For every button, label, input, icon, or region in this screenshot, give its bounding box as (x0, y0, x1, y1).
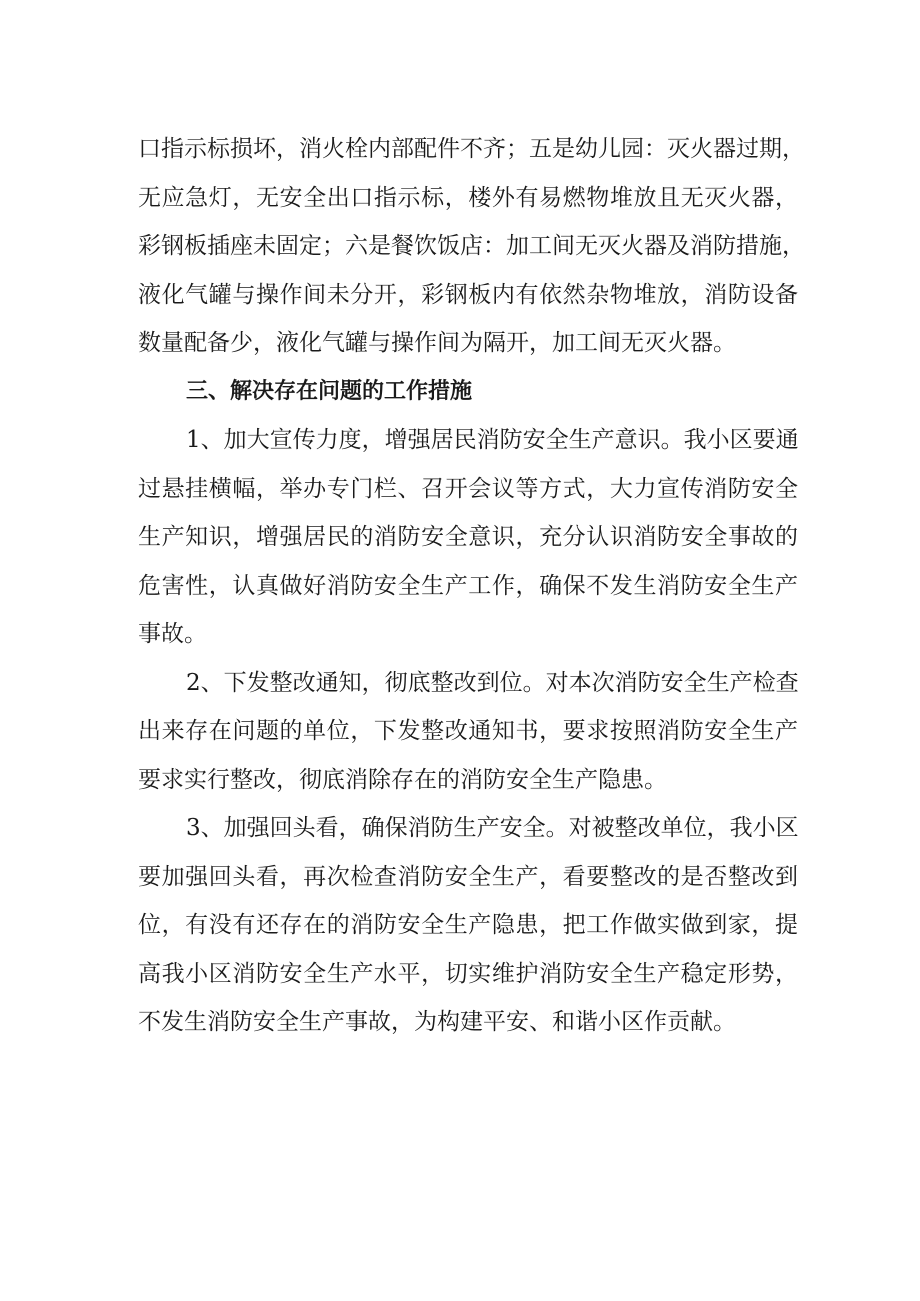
intro-line: 数量配备少，液化气罐与操作间为隔开，加工间无灭火器。 (138, 330, 736, 356)
paragraph-3-line: 3、加强回头看，确保消防生产安全。对被整改单位，我小区 (186, 815, 799, 841)
paragraph-1-line: 过悬挂横幅，举办专门栏、召开会议等方式，大力宣传消防安全 (138, 475, 798, 502)
paragraph-1-line: 危害性，认真做好消防安全生产工作，确保不发生消防安全生产 (138, 572, 798, 599)
intro-line: 彩钢板插座未固定；六是餐饮饭店：加工间无灭火器及消防措施， (138, 233, 805, 259)
paragraph-2-line: 要求实行整改，彻底消除存在的消防安全生产隐患。 (138, 766, 667, 793)
paragraph-1-line: 事故。 (138, 621, 207, 647)
paragraph-3-line: 要加强回头看，再次检查消防安全生产，看要整改的是否整改到 (138, 863, 798, 890)
paragraph-2-line: 2、下发整改通知，彻底整改到位。对本次消防安全生产检查 (186, 669, 799, 696)
document-body (138, 125, 805, 1047)
paragraph-1-line: 生产知识，增强居民的消防安全意识，充分认识消防安全事故的 (138, 524, 798, 550)
intro-line: 无应急灯，无安全出口指示标，楼外有易燃物堆放且无灭火器， (138, 184, 798, 211)
paragraph-3-line: 不发生消防安全生产事故，为构建平安、和谐小区作贡献。 (138, 1009, 736, 1035)
intro-line: 液化气罐与操作间未分开，彩钢板内有依然杂物堆放，消防设备 (138, 281, 798, 308)
section-heading: 三、解决存在问题的工作措施 (186, 378, 473, 404)
paragraph-3-line: 高我小区消防安全生产水平，切实维护消防安全生产稳定形势， (138, 960, 798, 987)
paragraph-3-line: 位，有没有还存在的消防安全生产隐患，把工作做实做到家，提 (138, 912, 798, 938)
intro-line: 口指示标损坏，消火栓内部配件不齐；五是幼儿园：灭火器过期， (138, 136, 805, 162)
paragraph-1-line: 1、加大宣传力度，增强居民消防安全生产意识。我小区要通 (186, 427, 799, 453)
paragraph-2-line: 出来存在问题的单位，下发整改通知书，要求按照消防安全生产 (138, 718, 798, 744)
